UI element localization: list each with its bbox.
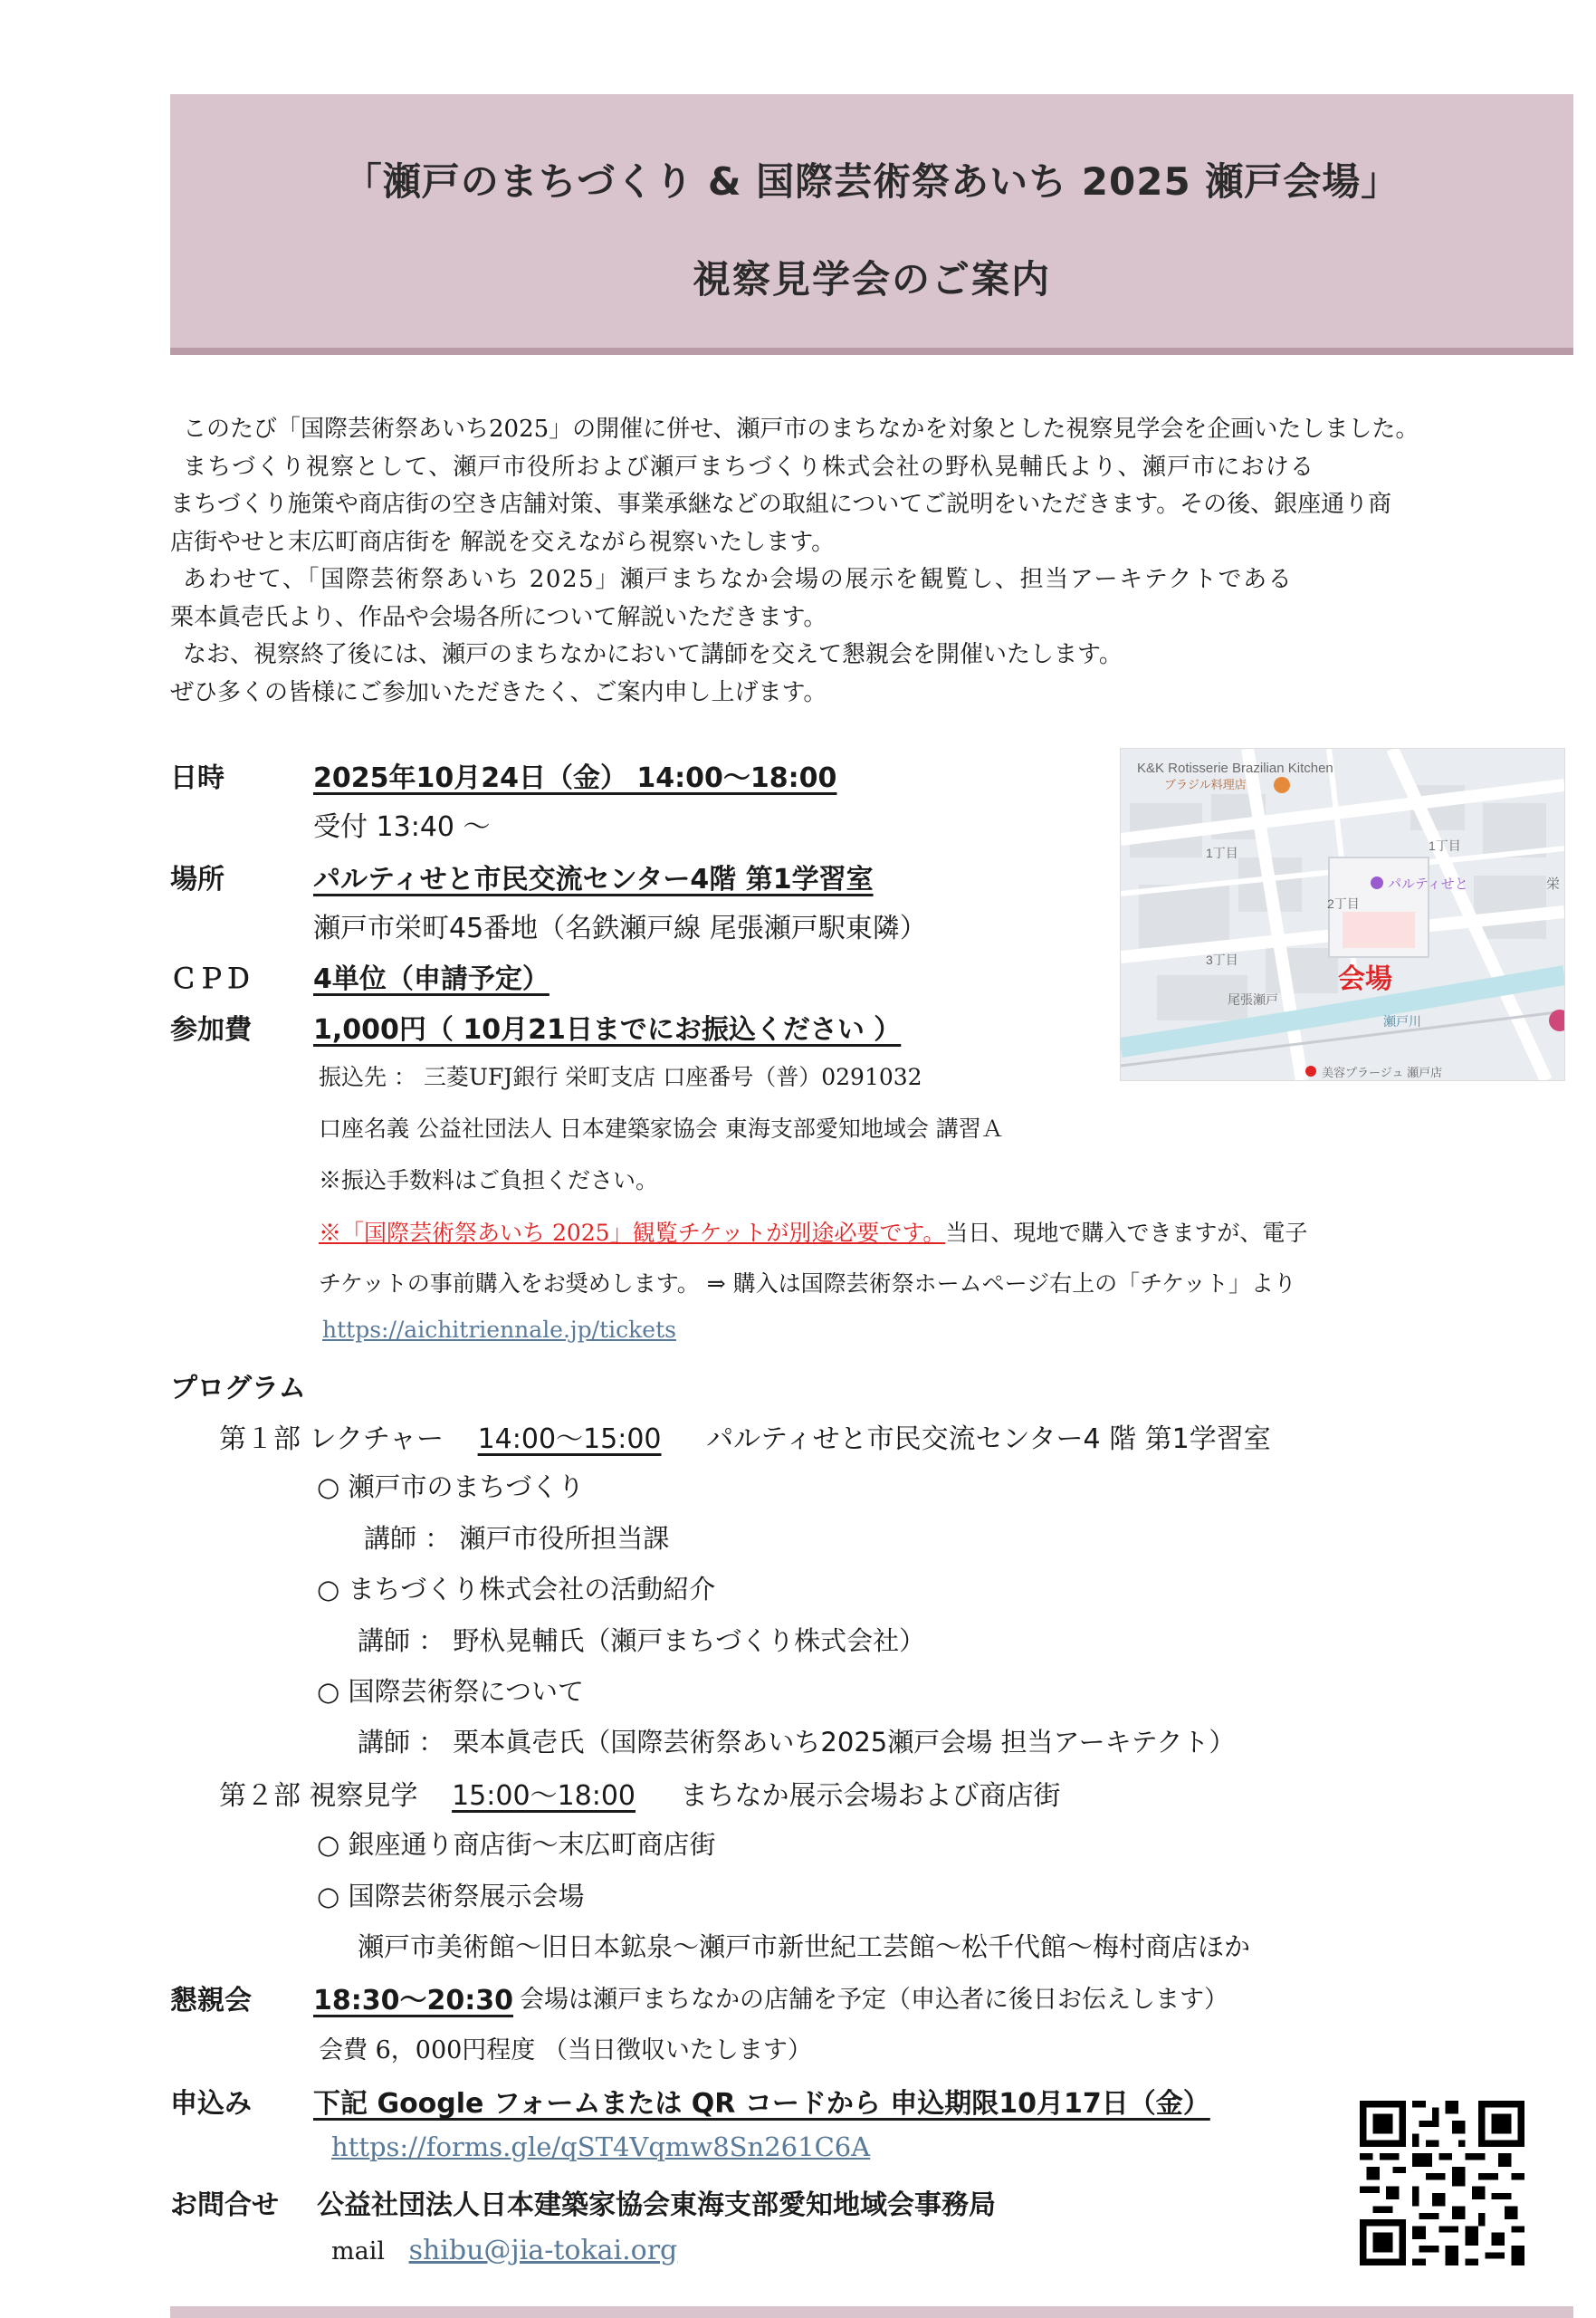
part1-item-lecturer: 講師 ： 瀬戸市役所担当課 xyxy=(364,1523,670,1554)
map-label-restaurant-sub: ブラジル料理店 xyxy=(1164,778,1247,791)
header-band xyxy=(170,94,1573,355)
ticket-note-rest: 当日、現地で購入できますが、電子 xyxy=(945,1220,1308,1246)
contact-org: 公益社団法人日本建築家協会東海支部愛知地域会事務局 xyxy=(317,2189,996,2221)
fee-value: 1,000円（ 10月21日までにお振込ください ） xyxy=(313,1014,902,1046)
part2-label: 第２部 視察見学 xyxy=(219,1780,418,1812)
cpd-label: ＣＰＤ xyxy=(170,963,252,995)
map-venue-label: 会場 xyxy=(1338,964,1392,994)
party-desc: 会場は瀬戸まちなかの店舗を予定（申込者に後日お伝えします） xyxy=(520,1986,1228,2014)
party-time: 18:30～20:30 xyxy=(313,1985,513,2016)
contact-label: お問合せ xyxy=(170,2189,279,2221)
footer-band xyxy=(170,2306,1573,2318)
map-label-block: 1丁目 xyxy=(1429,838,1461,853)
part2-item: ○ 銀座通り商店街～末広町商店街 xyxy=(317,1829,716,1860)
part1-item-lecturer: 講師 ： 栗本眞壱氏（国際芸術祭あいち2025瀬戸会場 担当アーキテクト） xyxy=(358,1727,1236,1758)
part2-time: 15:00～18:00 xyxy=(452,1780,636,1812)
program-heading: プログラム xyxy=(170,1373,306,1404)
part1-time: 14:00～15:00 xyxy=(477,1423,662,1455)
map-label-restaurant: K&K Rotisserie Brazilian Kitchen xyxy=(1137,761,1333,776)
date-label: 日時 xyxy=(170,762,225,794)
account-name: 口座名義 公益社団法人 日本建築家協会 東海支部愛知地域会 講習Ａ xyxy=(319,1116,1004,1142)
contact-mail-link[interactable]: shibu@jia-tokai.org xyxy=(408,2235,678,2266)
page-title: 「瀬戸のまちづくり & 国際芸術祭あいち 2025 瀬戸会場」 xyxy=(343,159,1400,204)
part1-item-title: ○ 国際芸術祭について xyxy=(317,1676,584,1707)
part1-item-lecturer: 講師 ： 野杁晃輔氏（瀬戸まちづくり株式会社） xyxy=(358,1625,926,1656)
bank-info: 振込先 ： 三菱UFJ銀行 栄町支店 口座番号（普）0291032 xyxy=(319,1064,922,1090)
venue-map[interactable] xyxy=(1120,748,1565,1081)
part2-place: まちなか展示会場および商店街 xyxy=(680,1780,1061,1812)
contact-mail-row xyxy=(331,2235,677,2266)
map-label-block: 2丁目 xyxy=(1327,896,1360,911)
address: 瀬戸市栄町45番地（名鉄瀬戸線 尾張瀬戸駅東隣） xyxy=(313,913,927,944)
fee-label: 参加費 xyxy=(170,1014,252,1046)
map-label-partyseto: パルティせと xyxy=(1388,876,1468,892)
part1-place: パルティせと市民交流センター4 階 第1学習室 xyxy=(706,1423,1271,1455)
place-value: パルティせと市民交流センター4階 第1学習室 xyxy=(313,864,874,896)
qr-code[interactable] xyxy=(1360,2101,1524,2265)
party-label: 懇親会 xyxy=(170,1985,252,2016)
date-value: 2025年10月24日（金） 14:00～18:00 xyxy=(313,762,837,794)
apply-label: 申込み xyxy=(170,2088,252,2120)
apply-value: 下記 Google フォームまたは QR コードから 申込期限10月17日（金） xyxy=(313,2088,1210,2120)
part2-route: 瀬戸市美術館～旧日本鉱泉～瀬戸市新世紀工芸館～松千代館～梅村商店ほか xyxy=(358,1931,1251,1962)
map-label-salon: 美容プラージュ 瀬戸店 xyxy=(1322,1066,1443,1079)
cpd-value: 4単位（申請予定） xyxy=(313,963,550,995)
party-fee: 会費 6，000円程度 （当日徴収いたします） xyxy=(319,2036,812,2064)
part1-item-title: ○ まちづくり株式会社の活動紹介 xyxy=(317,1574,716,1604)
intro-line: あわせて、「国際芸術祭あいち 2025」瀬戸まちなか会場の展示を観覧し、担当アーキテクトである xyxy=(183,566,1294,593)
apply-form-link[interactable]: https://forms.gle/qST4Vqmw8Sn261C6A xyxy=(331,2131,871,2162)
intro-text xyxy=(170,411,1551,712)
intro-line: まちづくり施策や商店街の空き店舗対策、事業承継などの取組についてご説明をいただきます。その後、銀座通り商 xyxy=(170,491,1392,518)
intro-line: まちづくり視察として、瀬戸市役所および瀬戸まちづくり株式会社の野杁晃輔氏より、瀬戸市における xyxy=(183,453,1315,481)
mail-label: mail xyxy=(331,2237,385,2265)
part2-row xyxy=(219,1773,1061,1813)
ticket-note-line2: チケットの事前購入をお奨めします。 ⇒ 購入は国際芸術祭ホームページ右上の「チケット」より xyxy=(319,1270,1296,1297)
place-label: 場所 xyxy=(170,864,225,896)
ticket-link[interactable]: https://aichitriennale.jp/tickets xyxy=(322,1317,676,1343)
intro-line: 栗本眞壱氏より、作品や会場各所について解説いただきます。 xyxy=(170,603,827,631)
part1-item-title: ○ 瀬戸市のまちづくり xyxy=(317,1471,585,1502)
map-label-block: 3丁目 xyxy=(1206,953,1238,967)
fee-note: ※振込手数料はご負担ください。 xyxy=(319,1167,659,1193)
page-subtitle: 視察見学会のご案内 xyxy=(692,257,1051,302)
part2-item: ○ 国際芸術祭展示会場 xyxy=(317,1881,585,1911)
map-label-edge: 栄 xyxy=(1546,876,1561,892)
intro-line: このたび「国際芸術祭あいち2025」の開催に併せ、瀬戸市のまちなかを対象とした視察見学会を企画いたしました。 xyxy=(183,416,1419,443)
intro-line: 店街やせと末広町商店街を 解説を交えながら視察いたします。 xyxy=(170,528,836,556)
reception-time: 受付 13:40 ～ xyxy=(313,811,491,843)
intro-line: なお、視察終了後には、瀬戸のまちなかにおいて講師を交えて懇親会を開催いたします。 xyxy=(183,641,1123,668)
map-label-block: 1丁目 xyxy=(1206,846,1238,860)
part1-row xyxy=(219,1416,1271,1456)
ticket-note-warning: ※「国際芸術祭あいち 2025」観覧チケットが別途必要です。 xyxy=(319,1220,946,1246)
intro-line: ぜひ多くの皆様にご参加いただきたく、ご案内申し上げます。 xyxy=(170,678,827,706)
part1-label: 第１部 レクチャー xyxy=(219,1423,444,1455)
map-label-station: 尾張瀬戸 xyxy=(1228,992,1278,1007)
ticket-note xyxy=(319,1215,1307,1248)
map-label-river: 瀬戸川 xyxy=(1383,1014,1421,1029)
